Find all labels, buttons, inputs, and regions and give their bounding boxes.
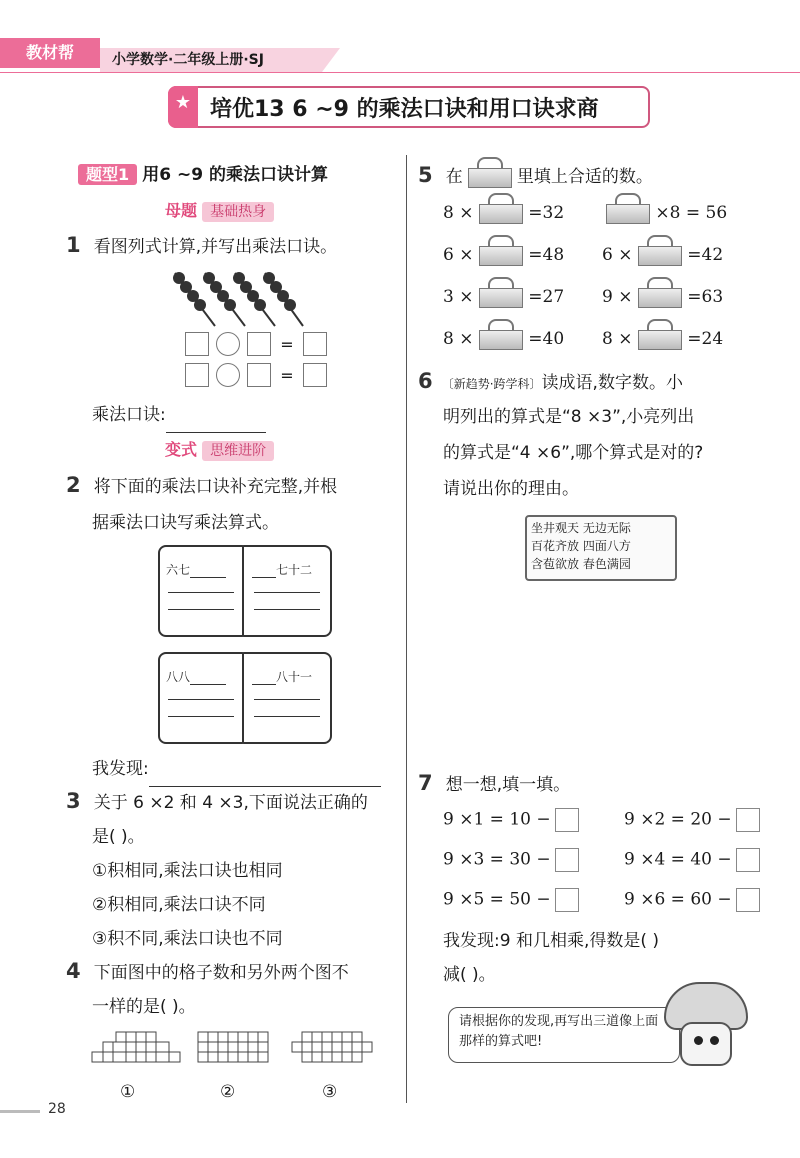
book-2-right-rhyme: 八十一 xyxy=(276,670,313,684)
answer-box[interactable] xyxy=(303,332,327,356)
answer-box[interactable] xyxy=(303,363,327,387)
answer-box[interactable] xyxy=(247,332,271,356)
variant-sub: 思维进阶 xyxy=(202,441,274,461)
q6-tag: 〔新趋势·跨学科〕 xyxy=(441,377,542,391)
q5-row-2-right xyxy=(602,245,723,266)
expr-left: 8 × xyxy=(602,329,633,349)
q5-post: 里填上合适的数。 xyxy=(516,167,653,187)
answer-box[interactable] xyxy=(555,808,579,832)
eye xyxy=(710,1036,719,1045)
book-1-left-rhyme: 六七 xyxy=(166,563,191,577)
idiom-card xyxy=(525,515,677,581)
q3-option-2: ②积相同,乘法口诀不同 xyxy=(92,895,266,915)
blank-line[interactable] xyxy=(254,609,320,610)
book-2-left-rhyme: 八八 xyxy=(166,670,191,684)
mother-heading xyxy=(165,198,274,221)
expr-right: =48 xyxy=(528,245,565,265)
answer-box[interactable] xyxy=(736,808,760,832)
variant-heading xyxy=(165,437,274,460)
question-5 xyxy=(418,160,653,194)
equals-sign: = xyxy=(280,365,294,385)
q7-row-2-left xyxy=(443,848,579,872)
question-7 xyxy=(418,768,570,802)
book-1-right-page xyxy=(242,545,332,637)
answer-box[interactable] xyxy=(555,848,579,872)
blank-line[interactable] xyxy=(190,670,226,685)
expr-left: 9 ×4 = 40 − xyxy=(624,849,732,870)
expr-left: 9 ×3 = 30 − xyxy=(443,849,551,870)
rhyme-label: 乘法口诀: xyxy=(92,405,166,425)
question-2 xyxy=(66,470,337,504)
expr-left: 8 × xyxy=(443,329,474,349)
q7-row-3-right xyxy=(624,888,760,912)
blank-line[interactable] xyxy=(168,699,234,700)
q1-text: 看图列式计算,并写出乘法口诀。 xyxy=(93,237,338,257)
idiom-row: 百花齐放 四面八方 xyxy=(531,539,631,553)
q5-row-4-left xyxy=(443,329,564,350)
page-number: 28 xyxy=(48,1101,66,1117)
q5-row-1-left xyxy=(443,203,564,224)
q6-text-2: 明列出的算式是“8 ×3”,小亮列出 xyxy=(443,407,695,427)
q3-option-3: ③积不同,乘法口诀也不同 xyxy=(92,929,283,949)
question-3 xyxy=(66,786,368,820)
blank-line[interactable] xyxy=(252,563,276,578)
expr-left: 9 × xyxy=(602,287,633,307)
section-tag: 题型1 xyxy=(78,164,137,185)
weight-blank[interactable] xyxy=(638,330,682,350)
equals-sign: = xyxy=(280,334,294,354)
q5-pre: 在 xyxy=(445,167,463,187)
mascot-face xyxy=(680,1022,732,1066)
skewers-illustration xyxy=(165,268,305,328)
brand-tab: 教材帮 xyxy=(0,38,100,68)
q1-number: 1 xyxy=(66,233,81,257)
q7-row-1-left xyxy=(443,808,579,832)
weight-blank[interactable] xyxy=(638,246,682,266)
discover-blank[interactable] xyxy=(149,752,381,787)
q7-row-3-left xyxy=(443,888,579,912)
q7-discover-2: 减( )。 xyxy=(443,965,496,985)
expr-left: 9 ×5 = 50 − xyxy=(443,889,551,910)
weight-blank[interactable] xyxy=(606,204,650,224)
expr-left: 6 × xyxy=(443,245,474,265)
expr-left: 9 ×1 = 10 − xyxy=(443,809,551,830)
q6-text-4: 请说出你的理由。 xyxy=(443,479,579,499)
blank-line[interactable] xyxy=(254,716,320,717)
expr-right: =63 xyxy=(687,287,724,307)
q2-text-2: 据乘法口诀写乘法算式。 xyxy=(92,513,279,533)
rhyme-blank[interactable] xyxy=(166,398,266,433)
header-rule xyxy=(0,72,800,73)
q2-text-1: 将下面的乘法口诀补充完整,并根 xyxy=(93,477,338,497)
book-2-right-page xyxy=(242,652,332,744)
q7-row-2-right xyxy=(624,848,760,872)
question-4 xyxy=(66,956,349,990)
speech-bubble: 请根据你的发现,再写出三道像上面那样的算式吧! xyxy=(448,1007,680,1063)
column-divider xyxy=(406,155,407,1103)
eye xyxy=(694,1036,703,1045)
q2-discover xyxy=(92,752,381,787)
weight-blank[interactable] xyxy=(479,330,523,350)
section-title: 用6 ~9 的乘法口诀计算 xyxy=(142,165,328,185)
answer-box[interactable] xyxy=(736,888,760,912)
q1-equation-1 xyxy=(185,332,327,356)
blank-line[interactable] xyxy=(252,670,276,685)
q6-number: 6 xyxy=(418,369,433,393)
star-icon: ★ xyxy=(168,86,198,128)
expr-right: =40 xyxy=(528,329,565,349)
question-6 xyxy=(418,366,683,400)
weight-blank[interactable] xyxy=(638,288,682,308)
expr-left: 6 × xyxy=(602,245,633,265)
figure-label-3: ③ xyxy=(322,1082,338,1102)
q3-option-1: ①积相同,乘法口诀也相同 xyxy=(92,861,283,881)
q7-discover-1: 我发现:9 和几相乘,得数是( ) xyxy=(443,931,660,951)
grid-figures xyxy=(90,1030,390,1070)
book-2-left-page xyxy=(158,652,244,744)
section-heading xyxy=(78,160,328,185)
expr-right: =27 xyxy=(528,287,565,307)
weight-blank[interactable] xyxy=(479,246,523,266)
book-info: 小学数学·二年级上册·SJ xyxy=(100,48,322,72)
idiom-row: 坐井观天 无边无际 xyxy=(531,521,631,535)
q3-text-1: 关于 6 ×2 和 4 ×3,下面说法正确的 xyxy=(93,793,368,813)
weight-icon xyxy=(468,168,512,188)
figure-label-2: ② xyxy=(220,1082,236,1102)
blank-line[interactable] xyxy=(168,716,234,717)
q1-rhyme xyxy=(92,398,266,433)
q4-text-2: 一样的是( )。 xyxy=(92,997,196,1017)
q5-row-4-right xyxy=(602,329,723,350)
q5-row-1-right xyxy=(606,203,727,224)
answer-box[interactable] xyxy=(736,848,760,872)
expr-left: 9 ×6 = 60 − xyxy=(624,889,732,910)
q7-number: 7 xyxy=(418,771,433,795)
weight-blank[interactable] xyxy=(479,204,523,224)
blank-line[interactable] xyxy=(254,592,320,593)
answer-box[interactable] xyxy=(185,332,209,356)
q6-text-1: 读成语,数字数。小 xyxy=(541,373,683,393)
question-1 xyxy=(66,230,337,264)
expr-left: 3 × xyxy=(443,287,474,307)
answer-box[interactable] xyxy=(555,888,579,912)
blank-line[interactable] xyxy=(190,563,226,578)
mother-label: 母题 xyxy=(165,201,198,220)
mother-sub: 基础热身 xyxy=(202,202,274,222)
operator-circle[interactable] xyxy=(216,363,240,387)
expr-left: 8 × xyxy=(443,203,474,223)
footer-bar xyxy=(0,1110,40,1113)
page-title: 培优13 6 ~9 的乘法口诀和用口诀求商 xyxy=(210,97,599,122)
expr-right: =42 xyxy=(687,245,724,265)
operator-circle[interactable] xyxy=(216,332,240,356)
q4-number: 4 xyxy=(66,959,81,983)
q4-text-1: 下面图中的格子数和另外两个图不 xyxy=(93,963,349,983)
answer-box[interactable] xyxy=(247,363,271,387)
book-1-left-page xyxy=(158,545,244,637)
book-1-right-rhyme: 七十二 xyxy=(276,563,313,577)
discover-label: 我发现: xyxy=(92,759,149,779)
variant-label: 变式 xyxy=(165,440,198,459)
expr-right: =32 xyxy=(528,203,565,223)
q1-equation-2 xyxy=(185,363,327,387)
expr-right: ×8 = 56 xyxy=(655,203,728,223)
expr-left: 9 ×2 = 20 − xyxy=(624,809,732,830)
q3-number: 3 xyxy=(66,789,81,813)
blank-line[interactable] xyxy=(168,592,234,593)
q7-row-1-right xyxy=(624,808,760,832)
expr-right: =24 xyxy=(687,329,724,349)
q2-number: 2 xyxy=(66,473,81,497)
q3-text-2: 是( )。 xyxy=(92,827,145,847)
q5-number: 5 xyxy=(418,163,433,187)
q7-text: 想一想,填一填。 xyxy=(445,775,571,795)
q5-row-3-left xyxy=(443,287,564,308)
answer-box[interactable] xyxy=(185,363,209,387)
weight-blank[interactable] xyxy=(479,288,523,308)
blank-line[interactable] xyxy=(254,699,320,700)
q6-text-3: 的算式是“4 ×6”,哪个算式是对的? xyxy=(443,443,704,463)
q5-row-2-left xyxy=(443,245,564,266)
q5-row-3-right xyxy=(602,287,723,308)
idiom-row: 含苞欲放 春色满园 xyxy=(531,557,631,571)
blank-line[interactable] xyxy=(168,609,234,610)
figure-label-1: ① xyxy=(120,1082,136,1102)
